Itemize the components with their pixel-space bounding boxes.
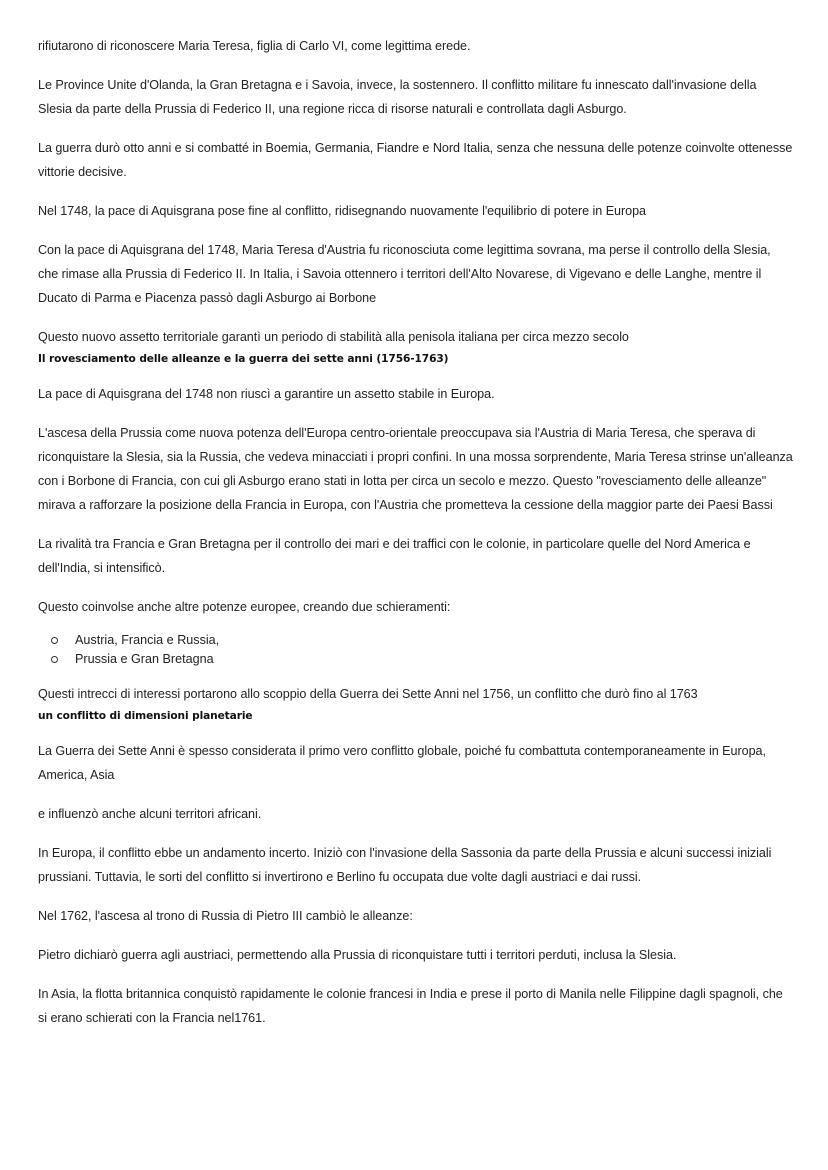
paragraph-5: Con la pace di Aquisgrana del 1748, Maria Teresa d'Austria fu riconosciuta come legittima sovrana, ma perse il controllo della Slesia, che rimase alla Prussia di Federico II. In Italia, i Savoia ottennero i territori dell'Alto Novarese, di Vigevano e delle Langhe, mentre il Ducato di Parma e Piacenza passò dagli Asburgo ai Borbone — [38, 243, 771, 305]
document-page — [38, 34, 793, 1030]
paragraph-11: Questi intrecci di interessi portarono allo scoppio della Guerra dei Sette Anni nel 1756, un conflitto che durò fino al 1763 — [38, 687, 698, 701]
paragraph-10: Questo coinvolse anche altre potenze europee, creando due schieramenti: — [38, 600, 451, 614]
section-heading-global-conflict: un conflitto di dimensioni planetarie — [38, 710, 253, 722]
section-heading-alliances: Il rovesciamento delle alleanze e la guerra dei sette anni (1756-1763) — [38, 353, 449, 365]
list-item — [38, 631, 793, 650]
paragraph-15: Nel 1762, l'ascesa al trono di Russia di Pietro III cambiò le alleanze: — [38, 909, 413, 923]
paragraph-17: In Asia, la flotta britannica conquistò rapidamente le colonie francesi in India e prese il porto di Manila nelle Filippine dagli spagnoli, che si erano schierati con la Francia nel1761. — [38, 987, 783, 1025]
paragraph-16: Pietro dichiarò guerra agli austriaci, permettendo alla Prussia di riconquistare tutti i territori perduti, inclusa la Slesia. — [38, 948, 677, 962]
paragraph-3: La guerra durò otto anni e si combatté in Boemia, Germania, Fiandre e Nord Italia, senza che nessuna delle potenze coinvolte ottenesse vittorie decisive. — [38, 141, 793, 179]
paragraph-6: Questo nuovo assetto territoriale garantì un periodo di stabilità alla penisola italiana per circa mezzo secolo — [38, 330, 629, 344]
paragraph-8: L'ascesa della Prussia come nuova potenza dell'Europa centro-orientale preoccupava sia l'Austria di Maria Teresa, che sperava di riconquistare la Slesia, sia la Russia, che vedeva minacciati i propri confini. In una mossa sorprendente, Maria Teresa strinse un'alleanza con i Borbone di Francia, con cui gli Asburgo erano stati in lotta per circa un secolo e mezzo. Questo "rovesciamento delle alleanze" mirava a rafforzare la posizione della Francia in Europa, con l'Austria che prometteva la cessione della maggior parte dei Paesi Bassi — [38, 426, 793, 512]
paragraph-1: rifiutarono di riconoscere Maria Teresa, figlia di Carlo VI, come legittima erede. — [38, 39, 471, 53]
paragraph-9: La rivalità tra Francia e Gran Bretagna per il controllo dei mari e dei traffici con le colonie, in particolare quelle del Nord America e dell'India, si intensificò. — [38, 537, 751, 575]
circle-bullet-icon — [51, 656, 58, 663]
list-item — [38, 650, 793, 669]
paragraph-7: La pace di Aquisgrana del 1748 non riuscì a garantire un assetto stabile in Europa. — [38, 387, 495, 401]
paragraph-2: Le Province Unite d'Olanda, la Gran Bretagna e i Savoia, invece, la sostennero. Il conflitto militare fu innescato dall'invasione della Slesia da parte della Prussia di Federico II, una regione ricca di risorse naturali e controllata dagli Asburgo. — [38, 78, 757, 116]
circle-bullet-icon — [51, 637, 58, 644]
list-item-text: Austria, Francia e Russia, — [75, 633, 220, 647]
paragraph-13: e influenzò anche alcuni territori africani. — [38, 807, 262, 821]
alliances-list — [38, 631, 793, 669]
paragraph-12: La Guerra dei Sette Anni è spesso considerata il primo vero conflitto globale, poiché fu combattuta contemporaneamente in Europa, America, Asia — [38, 744, 766, 782]
paragraph-4: Nel 1748, la pace di Aquisgrana pose fine al conflitto, ridisegnando nuovamente l'equilibrio di potere in Europa — [38, 204, 647, 218]
paragraph-14: In Europa, il conflitto ebbe un andamento incerto. Iniziò con l'invasione della Sassonia da parte della Prussia e alcuni successi iniziali prussiani. Tuttavia, le sorti del conflitto si invertirono e Berlino fu occupata due volte dagli austriaci e dai russi. — [38, 846, 772, 884]
list-item-text: Prussia e Gran Bretagna — [75, 652, 214, 666]
